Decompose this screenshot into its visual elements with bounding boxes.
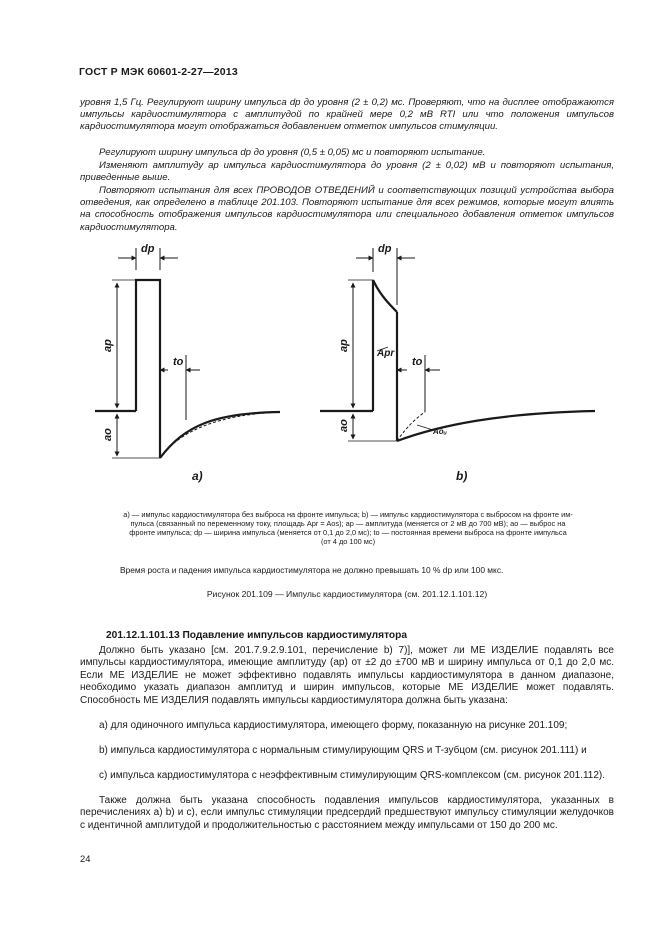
page-number: 24 bbox=[80, 853, 91, 864]
panel-a-diagram bbox=[95, 248, 280, 458]
rise-time-note: Время роста и падения импульса кардиостимулятора не должно превышать 10 % dp или 100 мкс. bbox=[120, 565, 504, 575]
body-list-item-c: c) импульса кардиостимулятора с неэффективным стимулирующим QRS-комплексом (см. рисунок 201.112). bbox=[99, 770, 606, 781]
panel-b-ao-label: ao bbox=[338, 419, 350, 432]
panel-b-to-label: to bbox=[412, 356, 423, 368]
figure-caption-line-2: пульса (связанный по переменному току, площадь Apr = Aos); ap — амплитуда (меняется от 2 мВ до 700 мВ); ao — выброс на bbox=[130, 519, 566, 528]
body-paragraph-1: Должно быть указано [см. 201.7.9.2.9.101, перечисление b) 7)], может ли МЕ ИЗДЕЛИЕ подавлять все импульсы кардиостимулятора, имеющие амплитуду (ap) от ±2 до ±700 мВ и ширину импульса от 0,1 до 2,0 мс. Если МЕ ИЗДЕЛИЕ не может эффективно подавлять импульсы кардиостимулятора в данном диапазоне, необходимо указать диапазон амплитуд и ширин импульсов, которые МЕ ИЗДЕЛИЕ может подавлять. Способность МЕ ИЗДЕЛИЯ подавлять импульсы кардиостимулятора должна быть указана: bbox=[80, 645, 614, 706]
paragraph-3: Изменяют амплитуду ap импульса кардиостимулятора до уровня (2 ± 0,02) мВ и повторяют испытания, приведенные выше. bbox=[80, 160, 614, 184]
panel-b-label: b) bbox=[456, 469, 468, 483]
panel-a-dp-label: dp bbox=[141, 243, 155, 255]
panel-b-diagram bbox=[320, 248, 595, 441]
figure-title: Рисунок 201.109 — Импульс кардиостимулятора (см. 201.12.1.101.12) bbox=[206, 589, 488, 599]
panel-b-ao-area-label: Aоᵤ bbox=[433, 427, 447, 436]
panel-a-ao-label: ao bbox=[102, 428, 114, 441]
panel-a-to-label: to bbox=[173, 356, 184, 368]
paragraph-1: уровня 1,5 Гц. Регулируют ширину импульса dp до уровня (2 ± 0,2) мс. Проверяют, что на дисплее отображаются импульсы кардиостимулятора с амплитудой по крайней мере 0,2 мВ RTI или что положения импульсов кардиостимулятора могут отображаться добавлением отметок импульсов стимуляции. bbox=[80, 97, 614, 133]
figure-caption-line-1: a) — импульс кардиостимулятора без выброса на фронте импульса; b) — импульс кардиостимулятора с выбросом на фронте им- bbox=[123, 510, 573, 519]
page-header: ГОСТ Р МЭК 60601-2-27—2013 bbox=[79, 66, 238, 78]
panel-a-label: a) bbox=[192, 469, 203, 483]
panel-a-ap-label: ap bbox=[102, 339, 114, 352]
figure-caption-line-4: (от 4 до 100 мс) bbox=[320, 537, 376, 546]
paragraph-2: Регулируют ширину импульса dp до уровня (0,5 ± 0,05) мс и повторяют испытание. bbox=[99, 147, 486, 158]
body-list-item-a: a) для одиночного импульса кардиостимулятора, имеющего форму, показанную на рисунке 201.109; bbox=[99, 720, 568, 731]
paragraph-4: Повторяют испытания для всех ПРОВОДОВ ОТВЕДЕНИЙ и соответствующих позиций устройства выбора отведения, как определено в таблице 201.103. Повторяют испытание для всех режимов, которые могут влиять на способность отображения импульсов кардиостимулятора или специального добавления отметок импульсов кардиостимулятора. bbox=[80, 185, 614, 233]
body-paragraph-2: Также должна быть указана способность подавления импульсов кардиостимулятора, указанных в перечислениях а) b) и с), если импульс стимуляции предсердий предшествуют импульсу стимуляции желудочков с идентичной амплитудой и продолжительностью с расстоянием между импульсами от 150 до 200 мс. bbox=[80, 795, 614, 831]
panel-b-apr-label: Apr bbox=[377, 348, 395, 359]
body-list-item-b: b) импульса кардиостимулятора с нормальным стимулирующим QRS и T-зубцом (см. рисунок 201.111) и bbox=[99, 745, 587, 756]
figure-caption-line-3: фронте импульса; dp — ширина импульса (меняется от 0,1 до 2,0 мс); to — постоянная времени выброса на фронте импульса bbox=[129, 528, 567, 537]
panel-b-dp-label: dp bbox=[378, 243, 392, 255]
section-title: 201.12.1.101.13 Подавление импульсов кардиостимулятора bbox=[106, 630, 408, 641]
panel-b-ap-label: ap bbox=[338, 339, 350, 352]
